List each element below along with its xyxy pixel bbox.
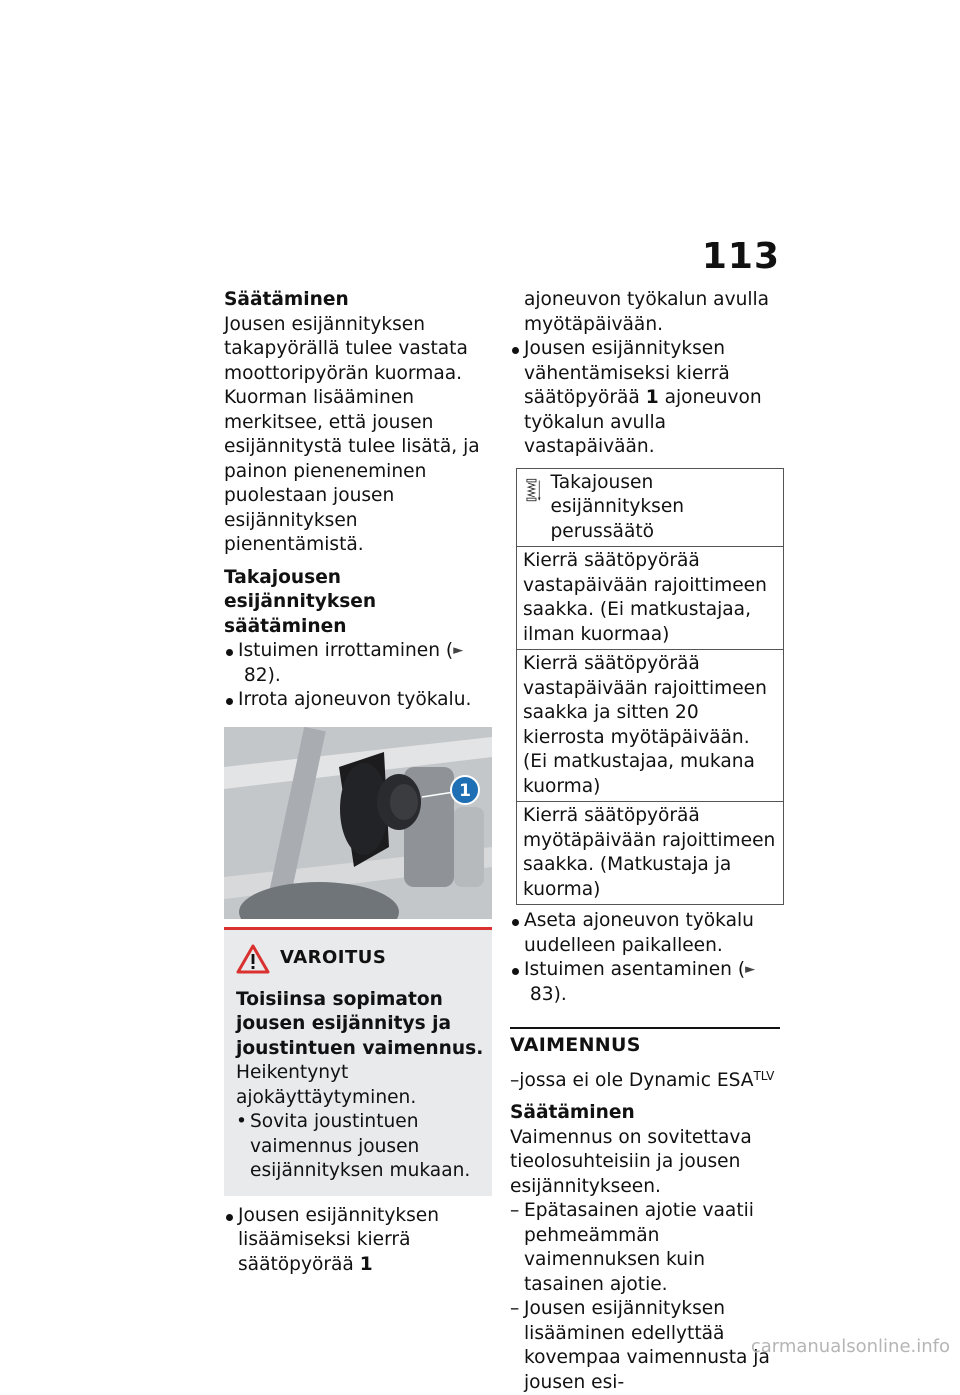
step-increase-preload-cont: ajoneuvon työkalun avulla myötäpäivään. — [524, 289, 770, 335]
section-title-damping: VAIMENNUS — [510, 1027, 780, 1058]
heading-adjusting: Säätäminen — [224, 289, 349, 310]
heading-adjusting-damping: Säätäminen — [510, 1102, 635, 1123]
warning-bold-text: Toisiinsa sopimaton jousen esijännitys ja joustintuen vaimennus. — [236, 988, 484, 1059]
step-decrease-preload-text-a: Jousen esijännityksen vähentämiseksi kierrä säätöpyörää — [524, 338, 730, 408]
step-decrease-preload — [510, 337, 780, 460]
right-column — [510, 288, 780, 1395]
table-row — [517, 802, 784, 905]
esa-note — [510, 1064, 780, 1094]
warning-consequence: Heikentynyt ajokäyttäytyminen. — [236, 1062, 417, 1108]
step-increase-preload-num: 1 — [359, 1253, 373, 1275]
page-ref-arrow-icon: ► — [453, 643, 464, 658]
table-cell: Kierrä säätöpyörää vastapäivään rajoittimeen saakka. (Ei matkustajaa, ilman kuormaa) — [517, 547, 784, 650]
watermark: carmanualsonline.info — [750, 1336, 950, 1357]
damping-paragraph: Vaimennus on sovitettava tieolosuhteisiin ja jousen esijännitykseen. — [510, 1126, 752, 1197]
table-header-row — [517, 468, 784, 547]
step-install-seat-ref[interactable]: 83). — [529, 983, 567, 1005]
figure-callout-1: 1 — [459, 780, 471, 801]
spring-preload-icon — [523, 471, 543, 511]
warning-triangle-icon — [236, 944, 270, 974]
table-cell: Kierrä säätöpyörää myötäpäivään rajoittimeen saakka. (Matkustaja ja kuorma) — [517, 802, 784, 905]
step-decrease-preload-num: 1 — [645, 387, 659, 408]
step-remove-seat-text: Istuimen irrottaminen ( — [238, 640, 454, 661]
warning-action: • Sovita joustintuen vaimennus jousen esijännityksen mukaan. — [236, 1110, 484, 1184]
step-increase-preload-text: Jousen esijännityksen lisäämiseksi kierrä säätöpyörää — [238, 1204, 440, 1275]
table-row — [517, 650, 784, 802]
heading-rear-spring-preload: Takajousen esijännityksen säätäminen — [224, 566, 377, 637]
rear-shock-illustration — [224, 727, 492, 919]
damping-point-preload: – Jousen esijännityksen lisääminen edellyttää kovempaa vaimennusta ja jousen esi- — [510, 1297, 780, 1395]
preload-settings-table — [516, 468, 784, 906]
page-number: 113 — [701, 236, 780, 277]
step-remove-seat-ref[interactable]: 82). — [243, 664, 281, 686]
warning-title: VAROITUS — [280, 947, 387, 969]
step-install-seat — [510, 958, 780, 1007]
warning-box — [224, 927, 492, 1196]
intro-paragraph: Jousen esijännityksen takapyörällä tulee vastata moottoripyörän kuormaa. Kuorman lisääminen merkitsee, että jousen esijännitystä tulee lisätä, ja painon pieneneminen puolestaan jousen esijännityksen pienentämistä. — [224, 313, 480, 555]
step-remove-seat — [224, 639, 492, 688]
step-replace-tool: Aseta ajoneuvon työkalu uudelleen paikalleen. — [510, 909, 780, 958]
table-header-text: Takajousen esijännityksen perussäätö — [550, 471, 685, 542]
esa-superscript: TLV — [753, 1068, 775, 1083]
esa-note-text: jossa ei ole Dynamic ESA — [519, 1069, 754, 1091]
damping-point-rough-road: – Epätasainen ajotie vaatii pehmeämmän vaimennuksen kuin tasainen ajotie. — [510, 1199, 780, 1297]
table-cell: Kierrä säätöpyörää vastapäivään rajoittimeen saakka ja sitten 20 kierrosta myötäpäivään. (Ei matkustajaa, mukana kuorma) — [517, 650, 784, 802]
esa-dash: – — [510, 1069, 520, 1091]
page-ref-arrow-icon: ► — [745, 962, 756, 977]
step-decrease-preload-text-b: ajoneuvon työkalun avulla vastapäivään. — [524, 387, 762, 457]
rear-shock-photo — [224, 727, 492, 919]
warning-header — [236, 944, 484, 974]
table-row — [517, 547, 784, 650]
step-increase-preload — [224, 1204, 492, 1278]
step-install-seat-text: Istuimen asentaminen ( — [524, 959, 746, 980]
left-column — [224, 288, 492, 1277]
step-remove-tool: Irrota ajoneuvon työkalu. — [224, 688, 492, 713]
